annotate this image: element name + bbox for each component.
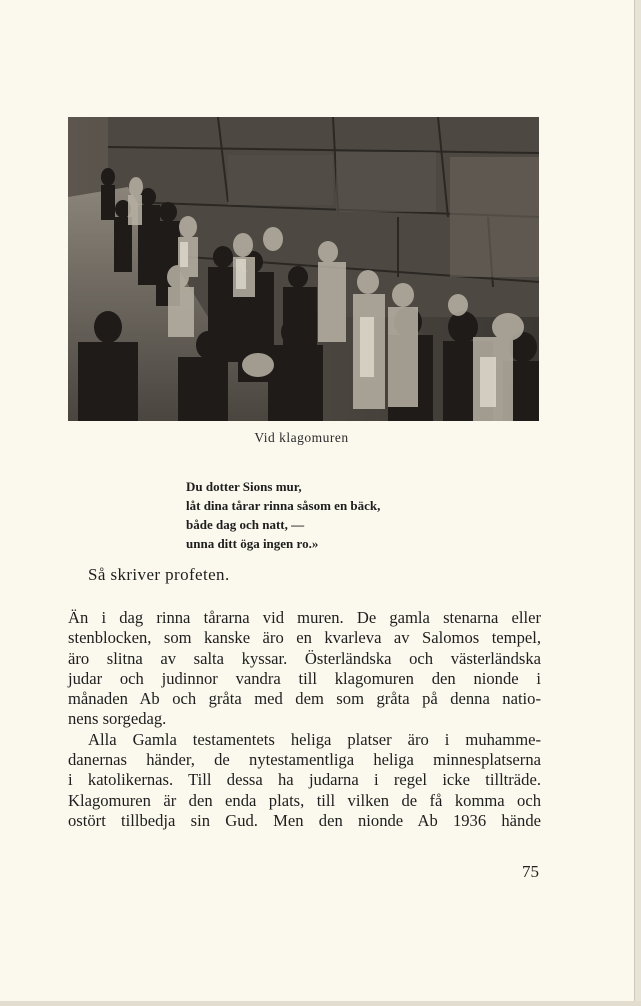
text-line: judar och judinnor vandra till klagomuren den nionde i (68, 668, 541, 688)
paragraph (68, 730, 541, 831)
text-line: Klagomuren är den enda plats, till vilken de få komma och (68, 790, 541, 810)
text-line: stenblocken, som kanske äro en kvarleva av Salomos tempel, (68, 628, 541, 648)
verse-line: låt dina tårar rinna såsom en bäck, (186, 498, 381, 513)
wailing-wall-photo (68, 117, 539, 421)
verse-line: unna ditt öga ingen ro.» (186, 536, 319, 551)
text-line: månaden Ab och gråta med dem som gråta på denna natio- (68, 689, 541, 709)
body-text (68, 608, 541, 831)
page-edge-bottom (0, 1001, 641, 1006)
page-edge (634, 0, 641, 1006)
text-line: nens sorgedag. (68, 709, 167, 729)
page-number: 75 (522, 862, 539, 881)
text-line: i katolikernas. Till dessa ha judarna i regel icke tillträde. (68, 770, 541, 790)
paragraph (68, 608, 541, 730)
text-line: Alla Gamla testamentets heliga platser äro i muhamme- (88, 729, 541, 749)
text-line: ostört tillbedja sin Gud. Men den nionde Ab 1936 hände (68, 810, 541, 830)
text-line: äro slitna av salta kyssar. Österländska och västerländska (68, 648, 541, 668)
text-line: Än i dag rinna tårarna vid muren. De gamla stenarna eller (68, 608, 541, 627)
verse-line: Du dotter Sions mur, (186, 479, 302, 494)
intro-line: Så skriver profeten. (88, 565, 230, 584)
text-line: danernas händer, de nytestamentliga heliga minnesplatserna (68, 750, 541, 770)
verse-quote (186, 477, 380, 553)
photo-caption: Vid klagomuren (254, 430, 349, 445)
verse-line: både dag och natt, — (186, 517, 305, 532)
